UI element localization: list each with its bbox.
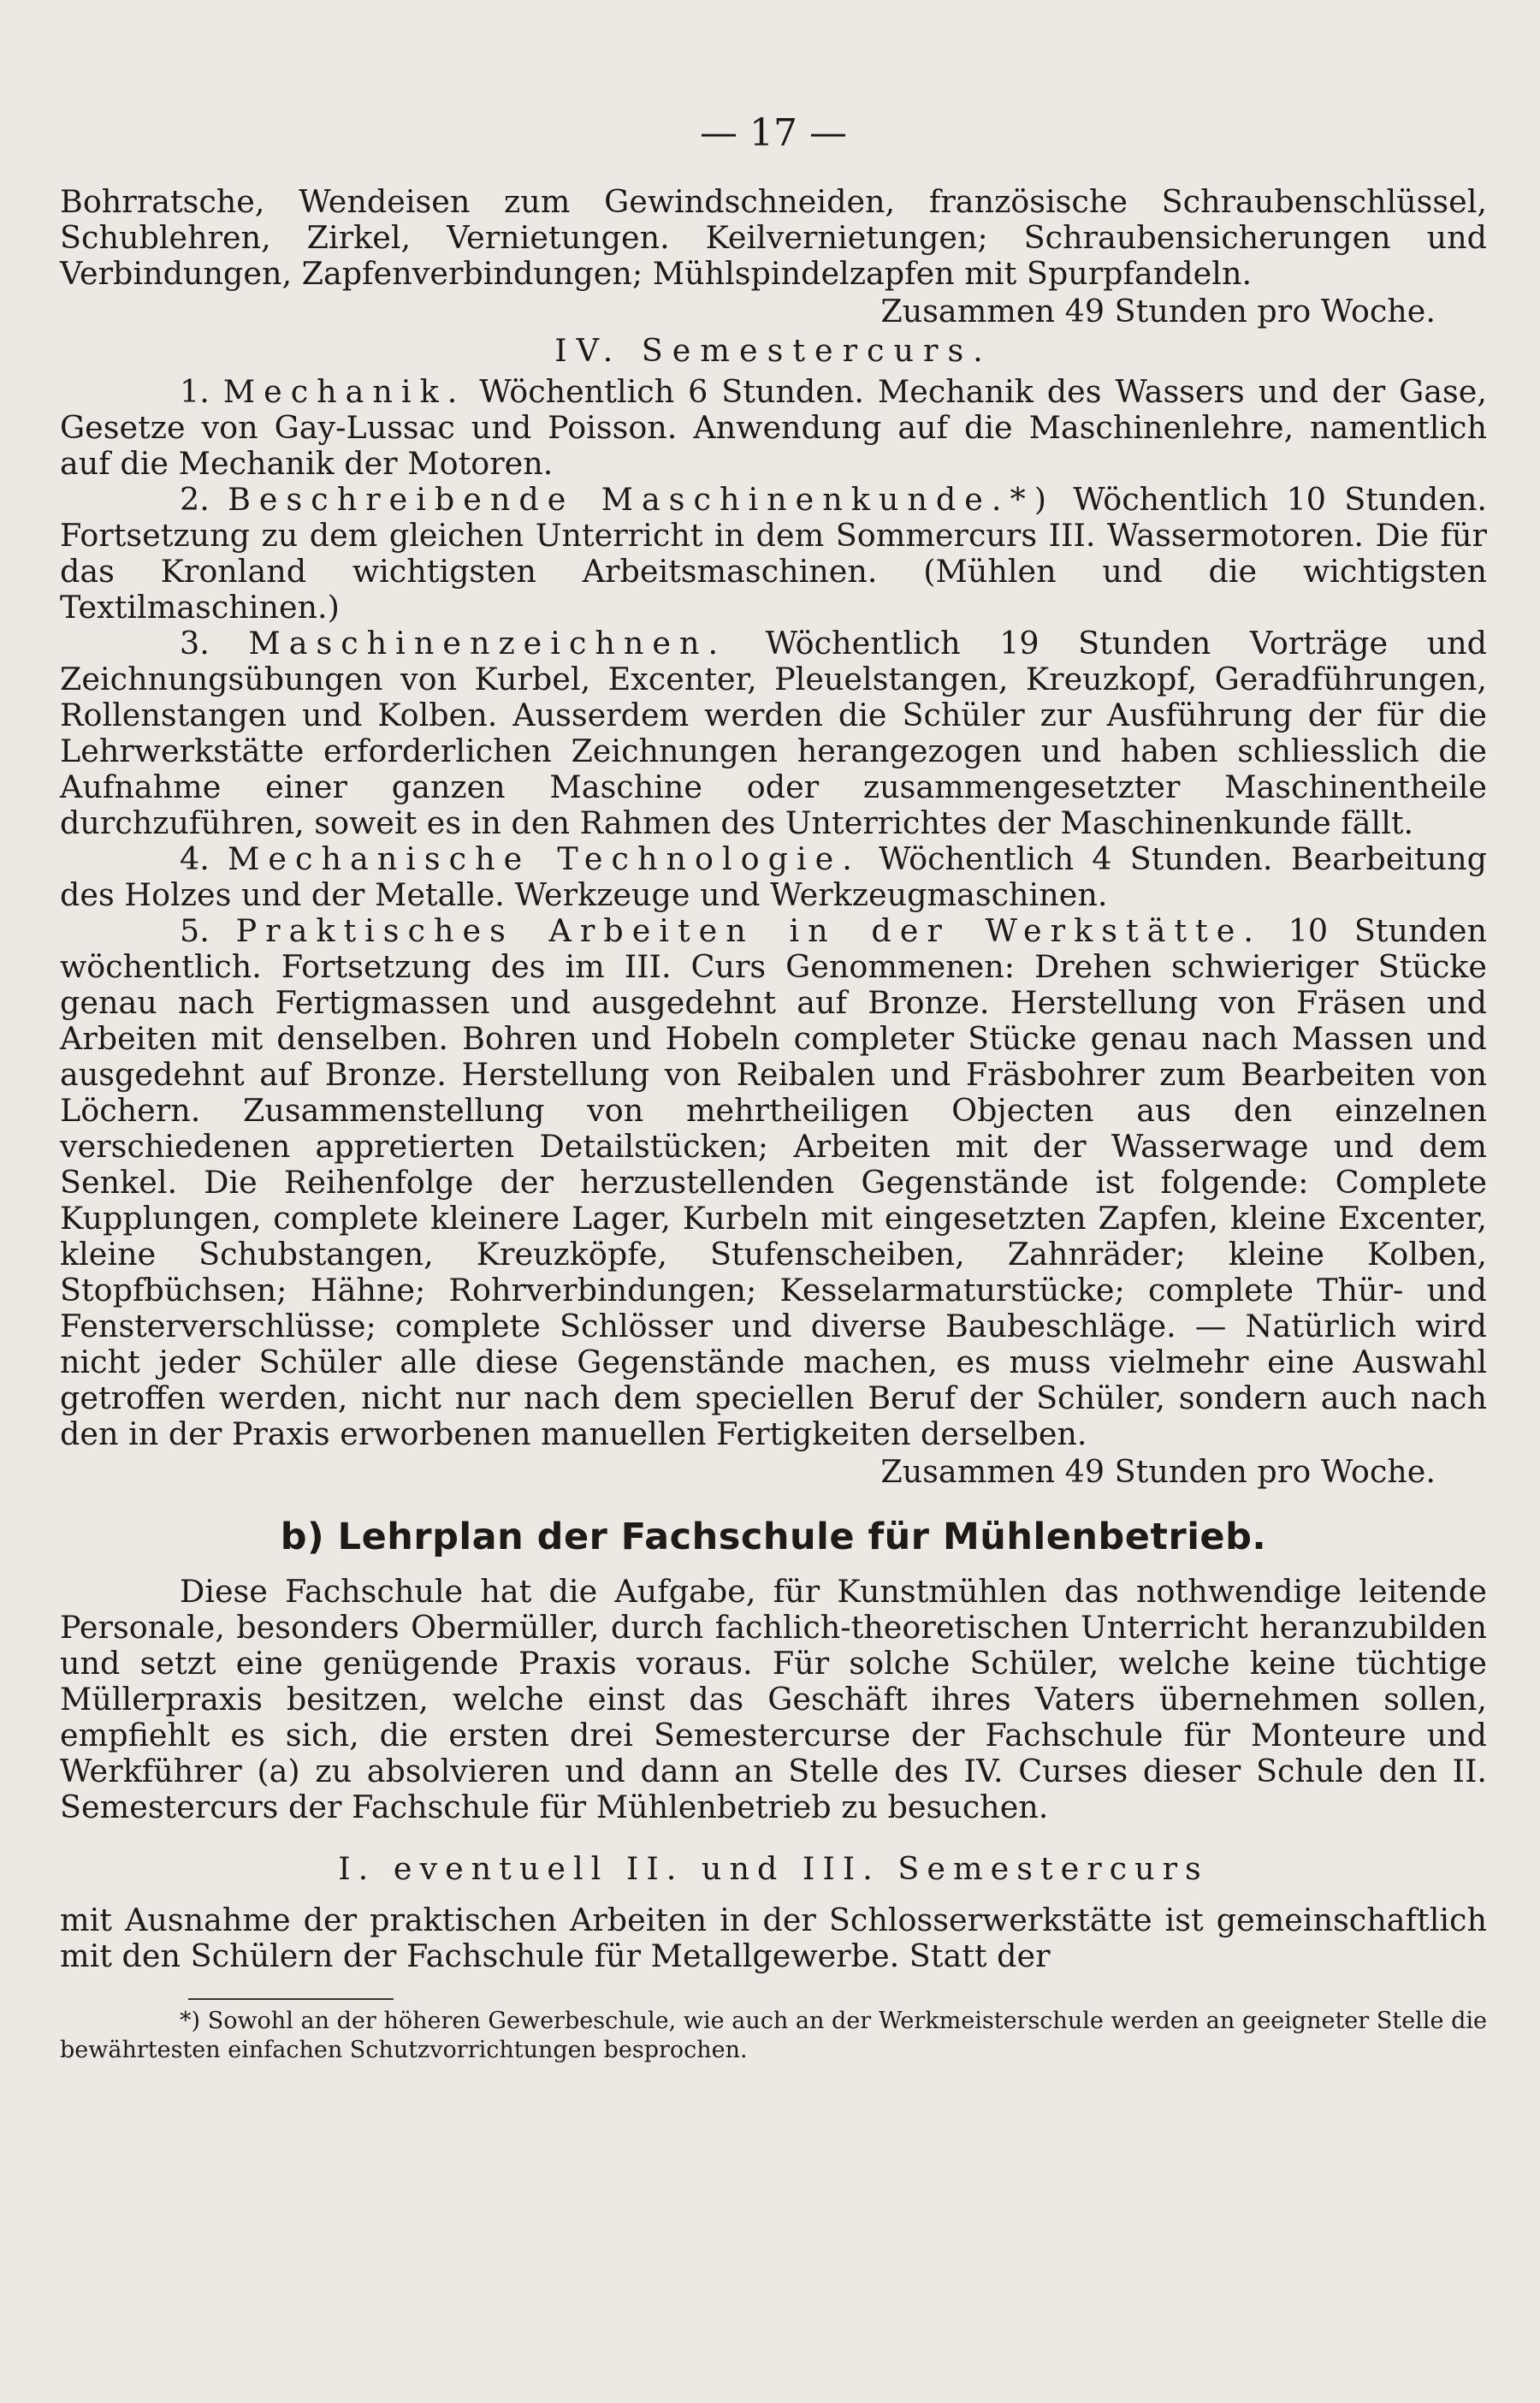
item-technologie xyxy=(60,841,1487,913)
item-mechanik xyxy=(60,374,1487,482)
intro-paragraph: Bohrratsche, Wendeisen zum Gewindschneiden, französische Schraubenschlüssel, Schublehren, Zirkel, Vernietungen. Keilvernietungen; Schraubensicherungen und Verbindungen, Zapfenverbindungen; Mühlspindelzapfen mit Spurpfandeln. xyxy=(60,183,1487,292)
item-text: Wöchentlich 19 Stunden Vorträge und Zeichnungsübungen von Kurbel, Excenter, Pleuelstangen, Kreuzkopf, Geradführungen, Rollenstangen und Kolben. Ausserdem werden die Schüler zur Ausführung der für die Lehrwerkstätte erforderlichen Zeichnungen herangezogen und haben schliesslich die Aufnahme einer ganzen Maschine oder zusammengesetzter Maschinentheile durchzuführen, soweit es in den Rahmen des Unterrichtes der Maschinenkunde fällt. xyxy=(60,625,1487,841)
item-number: 1. xyxy=(180,373,210,410)
item-title: Praktisches Arbeiten in der Werkstätte. xyxy=(235,912,1262,949)
section-b-paragraph: Diese Fachschule hat die Aufgabe, für Kunstmühlen das nothwendige leitende Personale, besonders Obermüller, durch fachlich-theoretischen Unterricht heranzubilden und setzt eine genügende Praxis voraus. Für solche Schüler, welche keine tüchtige Müllerpraxis besitzen, welche einst das Geschäft ihres Vaters übernehmen sollen, empfiehlt es sich, die ersten drei Semestercurse der Fachschule für Monteure und Werkführer (a) zu absolvieren und dann an Stelle des IV. Curses dieser Schule den II. Semestercurs der Fachschule für Mühlenbetrieb zu besuchen. xyxy=(60,1573,1487,1825)
item-werkstaette xyxy=(60,913,1487,1452)
item-title: Mechanische Technologie. xyxy=(228,840,861,877)
item-number: 4. xyxy=(180,840,210,877)
item-text: 10 Stunden wöchentlich. Fortsetzung des im III. Curs Genommenen: Drehen schwieriger Stücke genau nach Fertigmassen und ausgedehnt auf Bronze. Herstellung von Fräsen und Arbeiten mit denselben. Bohren und Hobeln completer Stücke genau nach Massen und ausgedehnt auf Bronze. Herstellung von Reibalen und Fräsbohrer zum Bearbeiten von Löchern. Zusammenstellung von mehrtheiligen Objecten aus den einzelnen verschiedenen appretierten Detailstücken; Arbeiten mit der Wasserwage und dem Senkel. Die Reihenfolge der herzustellenden Gegenstände ist folgende: Complete Kupplungen, complete kleinere Lager, Kurbeln mit eingesetzten Zapfen, kleine Excenter, kleine Schubstangen, Kreuzköpfe, Stufenscheiben, Zahnräder; kleine Kolben, Stopfbüchsen; Hähne; Rohrverbindungen; Kesselarmaturstücke; complete Thür- und Fensterverschlüsse; complete Schlösser und diverse Baubeschläge. — Natürlich wird nicht jeder Schüler alle diese Gegenstände machen, es muss vielmehr eine Auswahl getroffen werden, nicht nur nach dem speciellen Beruf der Schüler, sondern auch nach den in der Praxis erworbenen manuellen Fertigkeiten derselben. xyxy=(60,912,1488,1452)
semester-heading-2: I. eventuell II. und III. Semestercurs xyxy=(338,1850,1209,1887)
page-number: — 17 — xyxy=(700,111,847,155)
item-text: Wöchentlich 4 Stunden. Bearbeitung des Holzes und der Metalle. Werkzeuge und Werkzeugmaschinen. xyxy=(60,840,1488,913)
weekly-total-2: Zusammen 49 Stunden pro Woche. xyxy=(880,1453,1436,1490)
item-text: Wöchentlich 6 Stunden. Mechanik des Wassers und der Gase, Gesetze von Gay-Lussac und Poisson. Anwendung auf die Maschinenlehre, namentlich auf die Mechanik der Motoren. xyxy=(60,373,1487,482)
weekly-total-1: Zusammen 49 Stunden pro Woche. xyxy=(880,293,1436,329)
item-number: 3. xyxy=(180,625,210,662)
item-number: 2. xyxy=(180,481,210,518)
section-b-title: b) Lehrplan der Fachschule für Mühlenbetrieb. xyxy=(280,1516,1267,1558)
footnote-divider xyxy=(188,1998,394,2000)
item-maschinenzeichnen xyxy=(60,626,1487,841)
item-title: Beschreibende Maschinenkunde.*) xyxy=(228,481,1055,518)
footnote: *) Sowohl an der höheren Gewerbeschule, wie auch an der Werkmeisterschule werden an geeigneter Stelle die bewährtesten einfachen Schutzvorrichtungen besprochen. xyxy=(60,2008,1487,2063)
item-maschinenkunde xyxy=(60,482,1487,626)
final-paragraph: mit Ausnahme der praktischen Arbeiten in der Schlosserwerkstätte ist gemeinschaftlich mit den Schülern der Fachschule für Metallgewerbe. Statt der xyxy=(60,1902,1487,1974)
item-number: 5. xyxy=(180,912,210,949)
item-title: Maschinenzeichnen. xyxy=(248,625,727,662)
item-title: Mechanik. xyxy=(222,373,466,410)
semester-iv-heading: IV. Semestercurs. xyxy=(554,332,992,369)
item-text: Wöchentlich 10 Stunden. Fortsetzung zu dem gleichen Unterricht in dem Sommercurs III. Wassermotoren. Die für das Kronland wichtigsten Arbeitsmaschinen. (Mühlen und die wichtigsten Textilmaschinen.) xyxy=(60,481,1487,626)
